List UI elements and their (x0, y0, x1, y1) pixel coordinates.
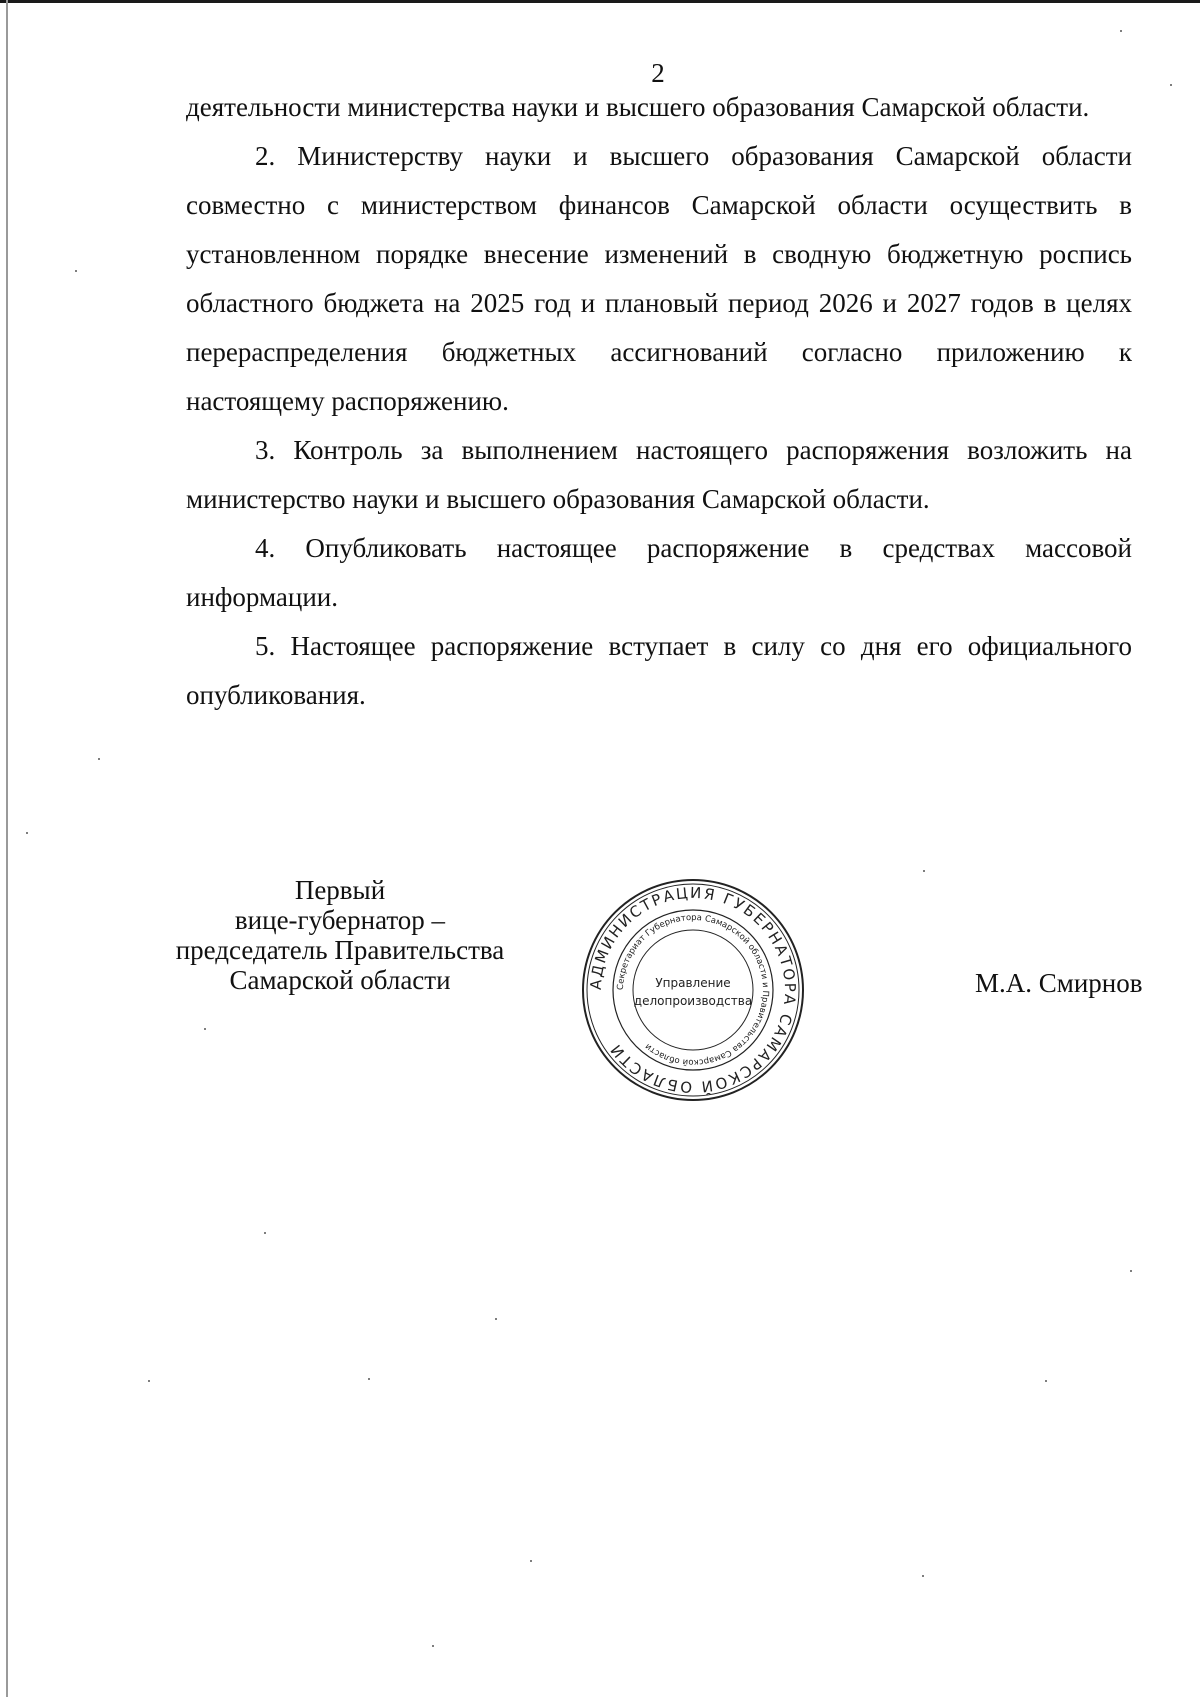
paragraph-continuation: деятельности министерства науки и высшего образования Самарской области. (186, 92, 1090, 122)
official-seal-stamp (578, 875, 808, 1105)
scan-speck (922, 1575, 924, 1577)
scan-speck (264, 1232, 266, 1234)
paragraph-item-3: 3. Контроль за выполнением настоящего распоряжения возложить на министерство науки и высшего образования Самарской области. (186, 435, 1132, 514)
scan-speck (1120, 30, 1122, 32)
signatory-position-line: Самарской области (229, 965, 451, 995)
scan-speck (98, 758, 100, 760)
seal-center-line: Управление (655, 976, 731, 990)
document-body (186, 83, 1132, 720)
signatory-position-line: вице-губернатор – (234, 905, 446, 935)
seal-inner-ring-text: Секретариат Губернатора Самарской области и Правительства Самарской области (615, 912, 771, 1068)
seal-graphic (578, 875, 808, 1105)
scan-speck (530, 1560, 532, 1562)
scan-speck (923, 870, 925, 872)
paragraph-item-4: 4. Опубликовать настоящее распоряжение в средствах массовой информации. (186, 533, 1132, 612)
scan-speck (1170, 84, 1172, 86)
scan-speck (1045, 1380, 1047, 1382)
scan-speck (432, 1645, 434, 1647)
scan-speck (204, 1028, 206, 1030)
scan-speck (148, 1380, 150, 1382)
scan-speck (75, 270, 77, 272)
signatory-position-line: председатель Правительства (175, 935, 505, 965)
scan-speck (495, 1318, 497, 1320)
signatory-position (150, 875, 530, 995)
seal-center-line: делопроизводства (633, 994, 753, 1008)
seal-outer-text: АДМИНИСТРАЦИЯ ГУБЕРНАТОРА САМАРСКОЙ ОБЛАСТИ (586, 883, 800, 1097)
signatory-name: М.А. Смирнов (975, 968, 1143, 998)
top-edge-line (0, 0, 1200, 3)
page-number: 2 (651, 58, 665, 88)
paragraph-item-2: 2. Министерству науки и высшего образования Самарской области совместно с министерством финансов Самарской области осуществить в установленном порядке внесение изменений в сводную бюджетную роспись областного бюджета на 2025 год и плановый период 2026 и 2027 годов в целях перераспределения бюджетных ассигнований согласно приложению к настоящему распоряжению. (186, 141, 1132, 416)
scan-speck (1130, 1270, 1132, 1272)
signatory-position-line: Первый (294, 875, 386, 905)
svg-text:Секретариат Губернатора Самарс (616, 913, 770, 1067)
scan-speck (368, 1378, 370, 1380)
paragraph-item-5: 5. Настоящее распоряжение вступает в силу со дня его официального опубликования. (186, 631, 1132, 710)
scan-speck (26, 832, 28, 834)
left-edge-line (6, 0, 8, 1697)
